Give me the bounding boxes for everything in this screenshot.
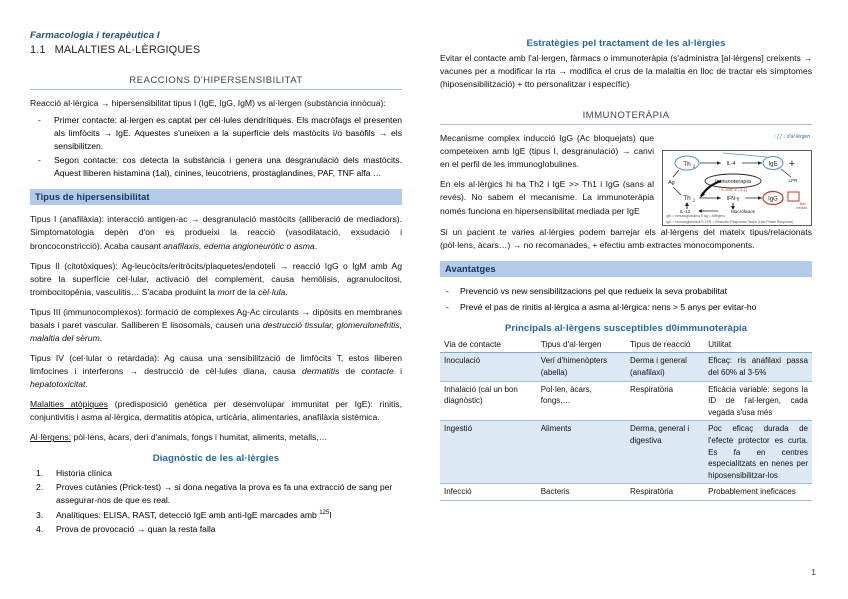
section-heading-immunotherapy: IMMUNOTERÀPIA [582,110,670,122]
table-cell-reaction: Respiratòria [626,484,704,501]
type-4-text: Tipus IV (cel·lular o retardada): Ag causa una sensibilització de limfòcits T, estos lliberen limfocines i interferons → destrucció de cèl·lules diana, causa [30,352,402,376]
type-3-text: Tipus III (immunocomplexos): formació de complexes Ag-Ac circulants → dipòsits en membranes basals i paret vascular. Salliberen E lisosomals, causen una [30,306,402,330]
type-1-italic: anafilaxis, edema angioneuròtic o asma [163,240,315,251]
table-cell-allergen: Aliments [537,421,626,484]
list-item: - Segon contacte: cos detecta la substància i genera una desgranulació dels mastòcits. Aquest lliberen histamina (1al), cinines, leucotriens, prostaglandines, PAF, TNF alfa … [30,154,402,180]
list-item: - Prevenció vs new sensibilitzacions pel que redueix la seva probabilitat [440,285,812,298]
list-item: - Prevé el pas de rinitis al·lèrgica a asma al·lèrgica: nens > 5 anys per evitar-ho [440,301,812,314]
type-4-italic-1: dermatitis [302,366,340,376]
table-cell-utility: Poc eficaç durada de l'efecte protector es curta. Es fa en centres especialitzats en nenes per hiposensibilitzar-los [704,421,812,484]
list-item: - Primer contacte: al·lergen es captat per cèl·lules dendrítiques. Els macròfags el presenten als limfòcits → IgE. Aquestes s'uneixen a la superfície dels mastòcits i/o basòfils → els sensibilitzen. [30,114,402,153]
table-cell-via: Infecció [440,484,537,501]
type-2-paragraph [30,260,402,299]
immunotherapy-paragraph-2: En els al·lèrgics hi ha Th2 i IgE >> Th1 i IgG (sans al revés). No sabem el mecanisme. La immunoteràpia només funciona en hipersensibilitat mediada per IgE [440,179,654,216]
type-4-italic-3: hepatotoxicitat [30,379,86,390]
type-1-paragraph [30,213,402,252]
svg-text:mediad.: mediad. [796,206,808,211]
section-bar-types: Tipus de hipersensibilitat [30,189,402,205]
immunotherapy-paragraph-3: Si un pacient te varies al·lèrgies podem barrejar els al·lèrgens del mateix tipus/relacionats (pòl·lens, àcars…) → no recomanades, + efectiu amb extractes monocomponents. [440,227,812,251]
immunotherapy-diagram-svg [663,151,811,213]
table-cell-via: Inoculació [440,353,537,381]
type-4-paragraph [30,352,402,391]
table-column-header: Tipus de reacció [626,337,704,353]
figure-legend-line-2: IgG = Inmunoglobulina G LPR = Reacción Respuesta Tardía (Late Phase Response) [666,219,794,224]
type-4-end: . [85,379,88,390]
svg-text:1: 1 [692,197,696,203]
type-3-end: . [99,332,103,343]
list-item: Historia clínica [56,468,112,479]
table-cell-via: Inhalació (cal un bon diagnòstic) [440,381,537,421]
svg-text:↑IL-10/IL-x ↓IL-[ ]: ↑IL-10/IL-x ↓IL-[ ] [718,188,748,193]
figure-box [662,150,812,226]
type-1-end: . [314,240,318,251]
type-4-mid-2: i [393,366,402,376]
contact-list [30,114,402,180]
document-subject: Farmacologia i terapèutica I [30,30,160,41]
table-cell-utility: Eficaç: ris anafilaxi passa del 60% al 3-5% [704,353,812,381]
table-row [440,381,812,421]
table-cell-reaction: Derma, general i digestiva [626,421,704,484]
section-bar-advantages: Avantatges [440,261,812,277]
table-cell-reaction: Derma i general (anafilaxi) [626,353,704,381]
table-column-header: Via de contacte [440,337,537,353]
type-3-paragraph [30,306,402,345]
svg-text:Macrófagos: Macrófagos [730,209,756,214]
immunotherapy-figure [662,134,812,226]
type-3-italic: destrucció tissular, glomerulonefritis, malaltia del sèrum [30,319,402,343]
page-title [30,44,402,56]
list-item [30,509,402,522]
page-number: 1 [811,567,816,577]
immunotherapy-text [440,132,654,224]
chapter-number: 1.1 [30,44,46,56]
list-item: Prova de provocació → quan la resta falla [56,523,216,534]
svg-text:IL-4: IL-4 [726,161,736,168]
svg-text:Th: Th [683,161,691,169]
left-column [30,30,402,537]
allergens-label: Al·lèrgens: [30,432,72,443]
immunotherapy-paragraph-1: Mecanisme complex inducció IgG (Ac bloquejats) que competeixen amb IgE (tipus I, desgranulació) → canvi en el perfil de les immunoglobulines. [440,133,654,170]
section-heading-hypersensitivity: REACCIONS D'HIPERSENSIBILITAT [129,75,303,86]
svg-text:↓ liber.: ↓ liber. [797,202,807,207]
table-cell-allergen: Pol·len, àcars, fongs,… [537,381,626,421]
section-divider-immunotherapy [440,124,812,125]
atopic-diseases-label: Malalties atòpiques [30,399,108,410]
atopic-diseases-paragraph [30,398,402,424]
table-row [440,353,812,381]
table-cell-utility: Eficàcia variable: segons la ID de l'al·lergen, cada vegada s'usa més [704,381,812,421]
type-2-mid: de la [234,286,259,297]
table-column-header: Tipus d'al·lergen [537,337,626,353]
table-row [440,484,812,501]
svg-text:IgE: IgE [768,161,778,168]
type-2-text: Tipus II (citotòxiques): Ag-leucòcits/eritròcits/plaquetes/endoteli → reacció IgG o IgM amb Ag sobre la superfície cel·lular, activació del complement, causa hemòlisis, agranulocitosi, trombocitopènia, vasculitis… S'acaba produint la [30,260,402,297]
type-4-mid: de [339,366,362,376]
svg-text:+: + [788,158,796,171]
table-row [440,421,812,484]
strategies-paragraph: Evitar el contacte amb l'al·lergen, fàrmacs o immunoteràpia (s'administra [al·lèrgens] creixents → vacunes per a modificar la rta → modifica el crus de la malaltia en lloc de tractar els símptomes (hiposensibilització) + tto personalitzar i específic) [440,53,812,90]
svg-text:IFN-γ: IFN-γ [726,196,740,203]
type-4-italic-2: contacte [361,366,394,376]
diagnostic-item-3-text: Analítiques: ELISA, RAST, detecció IgE amb anti-IgE marcades amb [56,509,320,520]
list-item: Proves cutànies (Prick-test) → si dona negativa la prova es fa una extracció de sang per assegurar-nos de que es real. [56,482,393,506]
table-column-header: Utilitat [704,337,812,353]
chapter-title: MALALTIES AL·LÈRGIQUES [54,44,201,56]
table-cell-via: Ingestió [440,421,537,484]
figure-legend-line-1: IgE = Inmunoglobulina E Ag = Alérgeno [666,214,726,219]
table-heading: Principals al·lèrgens susceptibles d0immunoteràpia [504,323,748,335]
isotope-superscript: 125 [319,509,330,516]
table-header-row [440,337,812,353]
isotope-symbol: I [329,509,332,520]
svg-text:Th: Th [683,195,691,203]
allergens-table [440,337,812,501]
atopic-diseases-text: (predisposició genètica per desenvolupar immunitat per IgE): rinitis, conjuntivitis i asma al·lèrgica, dermatitis atòpica, urticària, alimentaries, anafilàxia sistèmica. [30,399,402,423]
right-column [440,38,812,501]
svg-text:IgG: IgG [768,196,778,203]
allergens-paragraph [30,431,402,444]
section-divider [30,89,402,90]
advantages-list [440,285,812,314]
type-2-end: . [285,286,288,297]
intro-paragraph: Reacció al·lèrgica → hipersensibilitat tipus I (IgE, IgG, IgM) vs al·lergen (substància innòcua): [30,98,386,108]
type-2-italic-1: mort [217,286,235,297]
svg-text:2: 2 [692,163,696,169]
allergens-text: pòl·lens, àcars, deri d'animals, fongs i humitat, aliments, metalls,… [71,432,328,443]
immunotherapy-block [440,132,812,226]
svg-text:IL-12: IL-12 [679,209,691,214]
table-cell-utility: Probablement ineficaces [704,484,812,501]
svg-text:LPR: LPR [788,178,798,184]
strategies-heading: Estratègies pel tractament de les al·lèrgies [526,38,726,49]
type-2-italic-2: cèl·lula [258,286,286,297]
figure-annotation: ↑ [ ] ↓ d'al·lèrgen [773,134,810,141]
table-cell-allergen: Bacteris [537,484,626,501]
type-1-text: Tipus I (anafilàxia): interacció antigen-ac → desgranulació mastòcits (alliberació de mediadors). Simptomatologia depèn d'on es produeixi la reacció (vasodilatació, exsudació i broncoconstricció). Acaba causant [30,214,402,251]
diagnostic-list [30,467,402,535]
svg-text:Ag: Ag [668,180,675,187]
table-cell-allergen: Verí d'himenòpters (abella) [537,353,626,381]
diagnostic-heading: Diagnòstic de les al·lèrgies [152,453,280,465]
table-cell-reaction: Respiratòria [626,381,704,421]
svg-text:Inmunoterapia: Inmunoterapia [715,179,751,186]
